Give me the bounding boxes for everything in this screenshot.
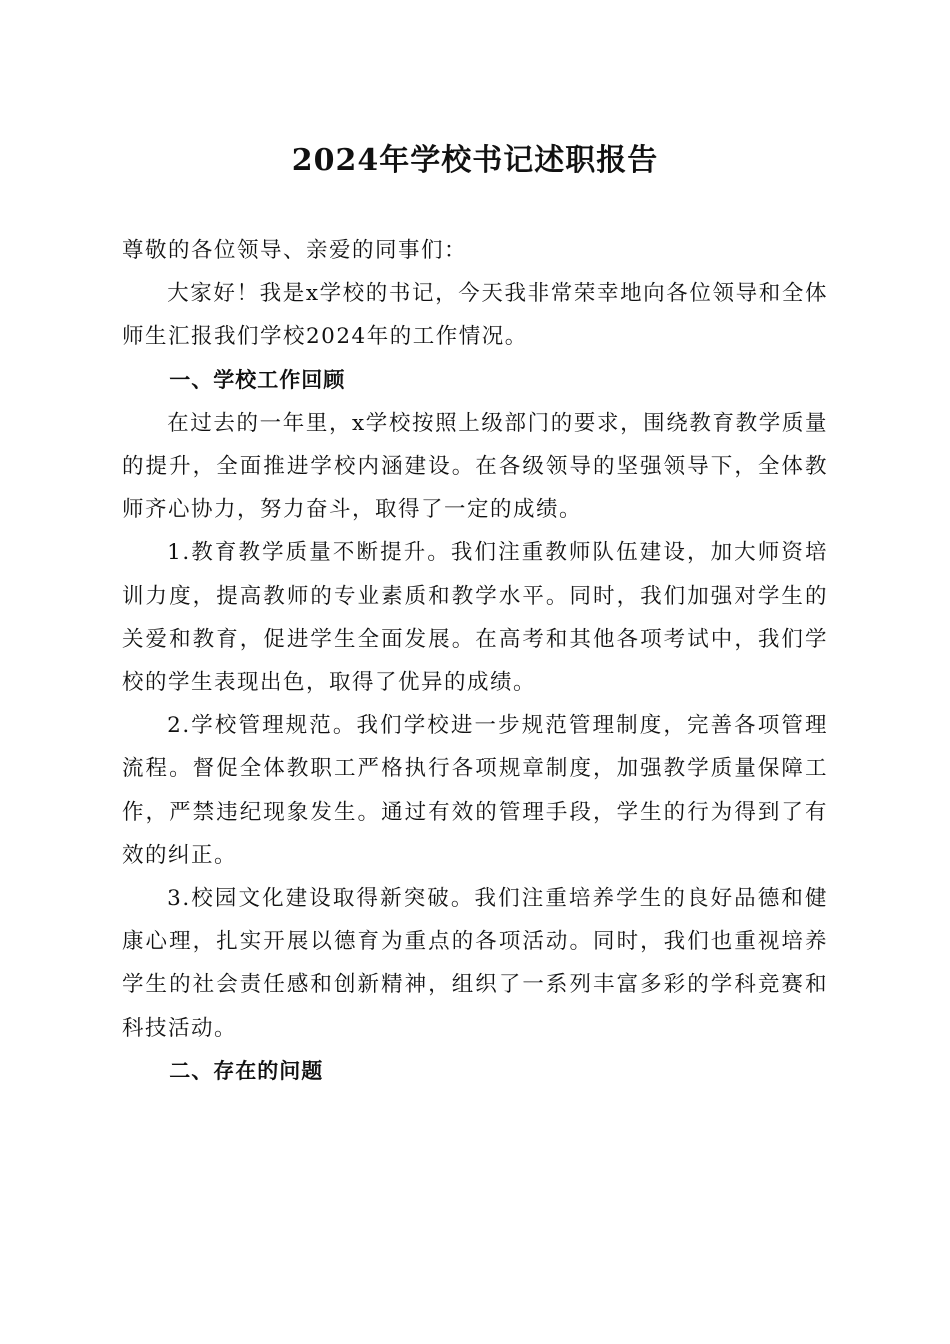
opening-paragraph: 大家好！我是x学校的书记，今天我非常荣幸地向各位领导和全体师生汇报我们学校2024年的工作情况。 — [122, 281, 828, 350]
list-item: 3.校园文化建设取得新突破。我们注重培养学生的良好品德和健康心理，扎实开展以德育为重点的各项活动。同时，我们也重视培养学生的社会责任感和创新精神，组织了一系列丰富多彩的学科竞赛和科技活动。 — [122, 886, 828, 1041]
list-item: 1.教育教学质量不断提升。我们注重教师队伍建设，加大师资培训力度，提高教师的专业素质和教学水平。同时，我们加强对学生的关爱和教育，促进学生全面发展。在高考和其他各项考试中，我们学校的学生表现出色，取得了优异的成绩。 — [122, 540, 828, 696]
salutation: 尊敬的各位领导、亲爱的同事们： — [122, 238, 468, 263]
section-heading-review: 一、学校工作回顾 — [169, 367, 346, 392]
list-item: 2.学校管理规范。我们学校进一步规范管理制度，完善各项管理流程。督促全体教职工严格执行各项规章制度，加强教学质量保障工作，严禁违纪现象发生。通过有效的管理手段，学生的行为得到了有效的纠正。 — [122, 713, 828, 868]
document-body — [122, 229, 828, 1093]
page-title: 2024年学校书记述职报告 — [291, 143, 659, 178]
section-intro-paragraph: 在过去的一年里，x学校按照上级部门的要求，围绕教育教学质量的提升，全面推进学校内涵建设。在各级领导的坚强领导下，全体教师齐心协力，努力奋斗，取得了一定的成绩。 — [122, 410, 828, 523]
section-heading-problems: 二、存在的问题 — [169, 1058, 324, 1083]
